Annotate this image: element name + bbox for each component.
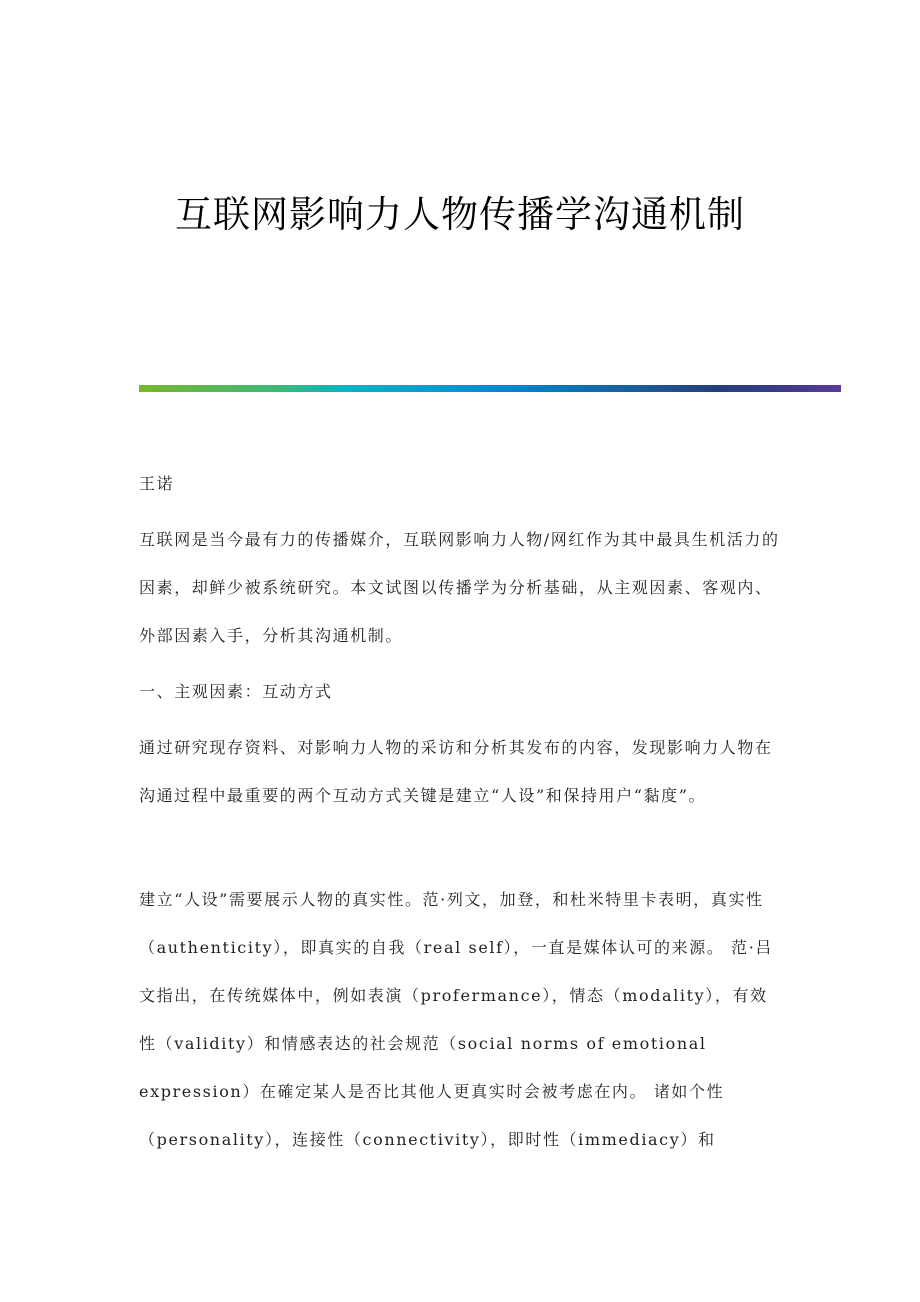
section-heading: 一、主观因素：互动方式	[139, 682, 333, 701]
title-gradient-divider	[139, 385, 841, 392]
author-name: 王诺	[139, 474, 175, 493]
page-title: 互联网影响力人物传播学沟通机制	[175, 193, 745, 236]
body-paragraph: 建立“人设”需要展示人物的真实性。范·列文，加登，和杜米特里卡表明，真实性（authenticity），即真实的自我（real self），一直是媒体认可的来源。 范·吕文指出，在传统媒体中，例如表演（profermance），情态（modality），有效性（validity）和情感表达的社会规范（social norms of emotional expression）在確定某人是否比其他人更真实时会被考虑在内。 诸如个性（personality），连接性（connectivity），即时性（immediacy）和	[139, 890, 773, 1149]
abstract-paragraph: 互联网是当今最有力的传播媒介，互联网影响力人物/网红作为其中最具生机活力的因素，却鲜少被系统研究。本文试图以传播学为分析基础，从主观因素、客观内、外部因素入手，分析其沟通机制。	[139, 530, 780, 645]
body-paragraph: 通过研究现存资料、对影响力人物的采访和分析其发布的内容，发现影响力人物在沟通过程中最重要的两个互动方式关键是建立“人设”和保持用户“黏度”。	[139, 738, 773, 805]
